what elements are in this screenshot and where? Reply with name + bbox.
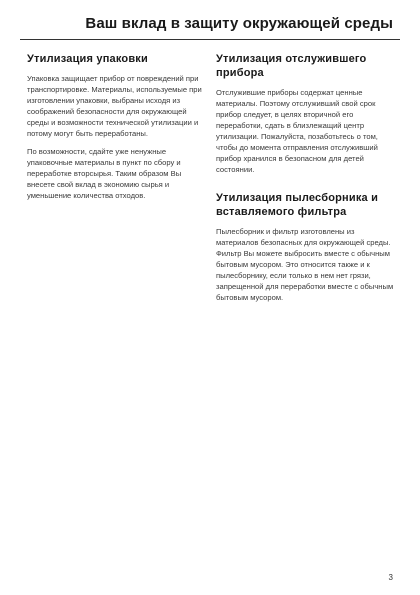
paragraph: Пылесборник и фильтр изготовлены из материалов безопасных для окружающей среды. Фильтр Вы можете выбросить вместе с обычным бытовым мусором. Это относится также и к пылесборнику, если только в нем нет грязи, запрещенной для переработки вместе с обычным бытовым мусором.: [216, 227, 394, 302]
section-heading-dustbag-filter: Утилизация пылесборника и вставляемого фильтра: [216, 192, 379, 218]
page-number: 3: [388, 573, 393, 582]
paragraph: По возможности, сдайте уже ненужные упаковочные материалы в пункт по сбору и переработке вторсырья. Таким образом Вы внесете свой вклад в экономию сырья и уменьшение количества отходов.: [27, 147, 182, 200]
left-column: [27, 52, 203, 208]
paragraph: Отслужившие приборы содержат ценные материалы. Поэтому отслуживший свой срок прибор следует, в целях вторичной его переработки, сдать в близлежащий центр утилизации. Пожалуйста, позаботьтесь о том, чтобы до момента отправления отслуживший прибор хранился в безопасном для детей состоянии.: [216, 88, 378, 174]
paragraph: Упаковка защищает прибор от повреждений при транспортировке. Материалы, используемые при изготовлении упаковки, выбраны исходя из соображений безопасности для окружающей среды и возможности технической утилизации и потому могут быть переработаны.: [27, 74, 202, 138]
right-column: [216, 52, 394, 310]
section-heading-packaging: Утилизация упаковки: [27, 53, 148, 65]
page-title: Ваш вклад в защиту окружающей среды: [85, 15, 393, 32]
section-heading-old-appliance: Утилизация отслужившего прибора: [216, 53, 367, 79]
title-divider: [20, 39, 400, 40]
